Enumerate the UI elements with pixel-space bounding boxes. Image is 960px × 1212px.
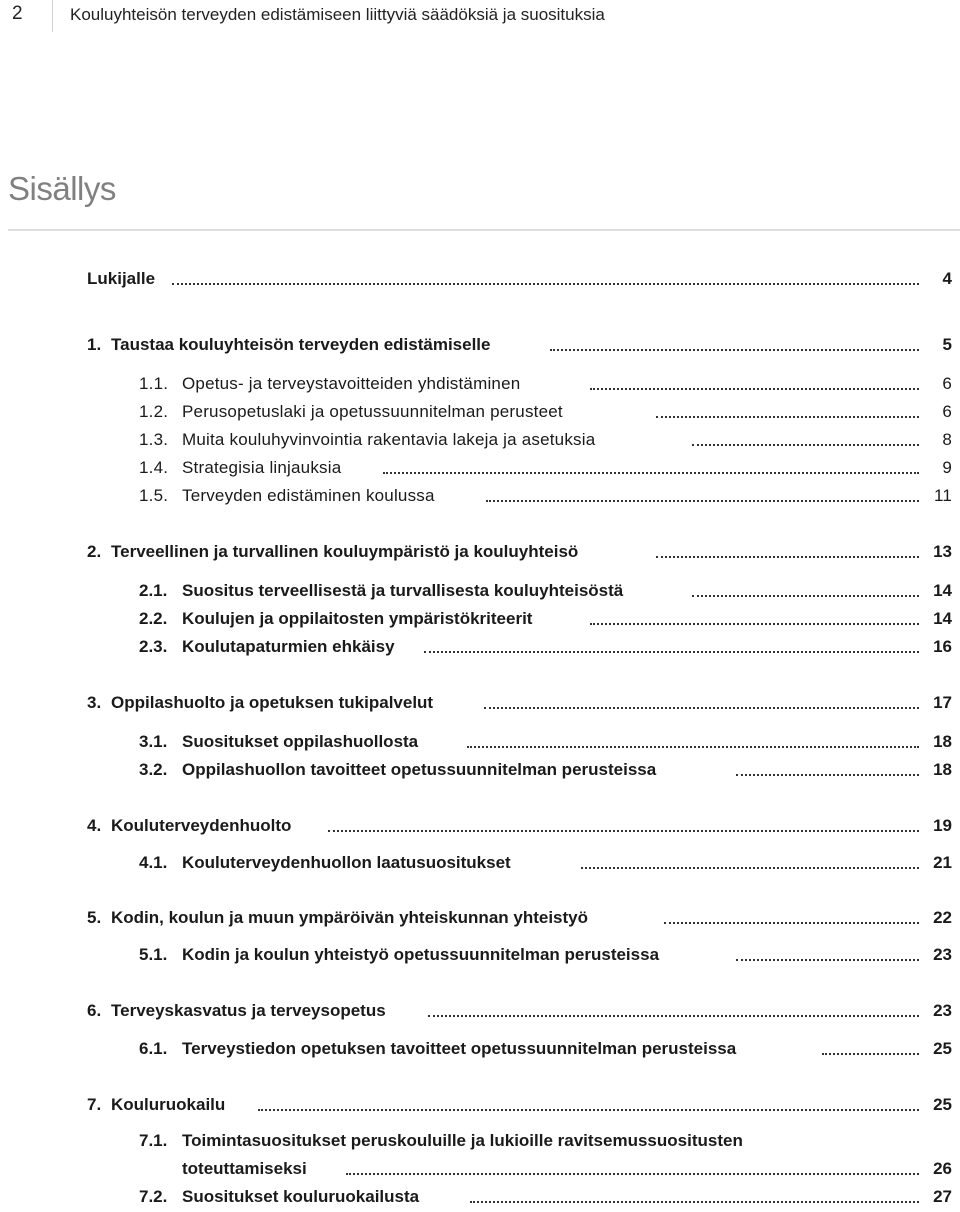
dot-leader	[470, 1201, 919, 1203]
toc-entry-number: 3.1.	[139, 732, 168, 751]
toc-entry-1[interactable]	[0, 334, 960, 360]
toc-entry-number: 1.5.	[139, 486, 169, 505]
toc-entry-number: 1.1.	[139, 374, 169, 393]
dot-leader	[424, 651, 919, 653]
toc-entry-1-3[interactable]	[0, 429, 960, 455]
toc-entry-number: 7.2.	[139, 1187, 168, 1206]
toc-entry-1-2[interactable]	[0, 401, 960, 427]
toc-entry-number: 4.1.	[139, 853, 168, 872]
dot-leader	[383, 472, 919, 474]
toc-entry-1-4[interactable]	[0, 457, 960, 483]
toc-entry-page: 17	[933, 693, 952, 712]
toc-entry-4[interactable]	[0, 815, 960, 841]
toc-entry-page: 23	[933, 945, 952, 964]
toc-entry-2-1[interactable]	[0, 580, 960, 606]
toc-entry-page: 14	[933, 581, 952, 600]
toc-entry-number: 2.2.	[139, 609, 168, 628]
toc-entry-page: 18	[933, 732, 952, 751]
toc-entry-number: 6.1.	[139, 1039, 168, 1058]
dot-leader	[467, 746, 919, 748]
toc-entry-page: 6	[942, 374, 952, 393]
dot-leader	[692, 444, 919, 446]
toc-entry-2[interactable]	[0, 541, 960, 567]
toc-entry-text: Taustaa kouluyhteisön terveyden edistämiselle	[111, 335, 491, 354]
toc-entry-page: 27	[933, 1187, 952, 1206]
toc-entry-text: Kodin ja koulun yhteistyö opetussuunnitelman perusteissa	[182, 945, 660, 964]
toc-entry-number: 1.2.	[139, 402, 169, 421]
toc-entry-page: 9	[942, 458, 952, 477]
dot-leader	[590, 623, 919, 625]
toc-entry-number: 2.3.	[139, 637, 168, 656]
toc-entry-page: 25	[933, 1039, 952, 1058]
toc-entry-7-2[interactable]	[0, 1186, 960, 1212]
toc-entry-number: 7.1.	[139, 1131, 168, 1150]
dot-leader	[590, 388, 919, 390]
toc-entry-page: 22	[933, 908, 952, 927]
dot-leader	[328, 830, 919, 832]
toc-entry-text: Oppilashuolto ja opetuksen tukipalvelut	[111, 693, 434, 712]
toc-entry-page: 8	[942, 430, 952, 449]
page-number: 2	[12, 3, 23, 24]
toc-entry-text: Strategisia linjauksia	[182, 458, 342, 477]
dot-leader	[656, 556, 919, 558]
toc-entry-text: Terveystiedon opetuksen tavoitteet opetussuunnitelman perusteissa	[182, 1039, 737, 1058]
toc-entry-number: 2.	[87, 542, 102, 561]
toc-entry-4-1[interactable]	[0, 852, 960, 878]
toc-entry-page: 13	[933, 542, 952, 561]
toc-entry-number: 5.	[87, 908, 102, 927]
toc-entry-text: Suositus terveellisestä ja turvallisesta kouluyhteisöstä	[182, 581, 624, 600]
toc-entry-2-3[interactable]	[0, 636, 960, 662]
toc-entry-number: 5.1.	[139, 945, 168, 964]
toc-entry-number: 4.	[87, 816, 102, 835]
dot-leader	[664, 922, 919, 924]
dot-leader	[484, 707, 919, 709]
toc-entry-page: 26	[933, 1159, 952, 1178]
toc-entry-3-2[interactable]	[0, 759, 960, 785]
toc-entry-2-2[interactable]	[0, 608, 960, 634]
toc-entry-text: Lukijalle	[87, 269, 156, 288]
dot-leader	[581, 867, 919, 869]
toc-entry-number: 1.3.	[139, 430, 169, 449]
toc-entry-page: 4	[942, 269, 952, 288]
toc-entry-page: 16	[933, 637, 952, 656]
toc-entry-text: Opetus- ja terveystavoitteiden yhdistäminen	[182, 374, 521, 393]
toc-entry-6-1[interactable]	[0, 1038, 960, 1064]
toc-entry-number: 3.	[87, 693, 102, 712]
toc-entry-text: Oppilashuollon tavoitteet opetussuunnitelman perusteissa	[182, 760, 657, 779]
dot-leader	[822, 1053, 919, 1055]
toc-entry-number: 1.	[87, 335, 102, 354]
toc-entry-text: Koulutapaturmien ehkäisy	[182, 637, 395, 656]
toc-entry-7-1[interactable]	[0, 1130, 960, 1156]
dot-leader	[486, 500, 919, 502]
dot-leader	[736, 774, 919, 776]
toc-entry-text: Kouluterveydenhuolto	[111, 816, 292, 835]
toc-entry-text: Terveyden edistäminen koulussa	[182, 486, 435, 505]
dot-leader	[346, 1173, 919, 1175]
toc-entry-7[interactable]	[0, 1094, 960, 1120]
toc-entry-1-5[interactable]	[0, 485, 960, 511]
toc-entry-text: Kodin, koulun ja muun ympäröivän yhteiskunnan yhteistyö	[111, 908, 589, 927]
running-title: Kouluyhteisön terveyden edistämiseen liittyviä säädöksiä ja suosituksia	[70, 5, 605, 24]
toc-entry-text: Koulujen ja oppilaitosten ympäristökriteerit	[182, 609, 533, 628]
dot-leader	[428, 1015, 919, 1017]
toc-title: Sisällys	[8, 170, 116, 207]
toc-entry-number: 3.2.	[139, 760, 168, 779]
toc-entry-text: Kouluruokailu	[111, 1095, 226, 1114]
dot-leader	[258, 1109, 919, 1111]
toc-entry-page: 5	[942, 335, 952, 354]
toc-entry-text: Toimintasuositukset peruskouluille ja lukioille ravitsemussuositusten	[182, 1131, 743, 1150]
toc-entry-text: Muita kouluhyvinvointia rakentavia lakeja ja asetuksia	[182, 430, 596, 449]
toc-entry-page: 18	[933, 760, 952, 779]
dot-leader	[736, 959, 919, 961]
toc-entry-3-1[interactable]	[0, 731, 960, 757]
dot-leader	[550, 349, 919, 351]
toc-entry-5[interactable]	[0, 907, 960, 933]
toc-entry-3[interactable]	[0, 692, 960, 718]
toc-entry-page: 6	[942, 402, 952, 421]
dot-leader	[656, 416, 919, 418]
toc-entry-text: Suositukset oppilashuollosta	[182, 732, 419, 751]
toc-entry-text: Terveyskasvatus ja terveysopetus	[111, 1001, 386, 1020]
toc-entry-text-continuation: toteuttamiseksi	[182, 1159, 307, 1178]
toc-entry-page: 11	[933, 486, 952, 505]
toc-entry-number: 2.1.	[139, 581, 168, 600]
dot-leader	[172, 283, 919, 285]
toc-entry-text: Perusopetuslaki ja opetussuunnitelman perusteet	[182, 402, 563, 421]
toc-entry-page: 25	[933, 1095, 952, 1114]
toc-entry-page: 21	[933, 853, 952, 872]
toc-entry-page: 23	[933, 1001, 952, 1020]
toc-entry-text: Kouluterveydenhuollon laatusuositukset	[182, 853, 511, 872]
dot-leader	[692, 595, 919, 597]
toc-entry-lukijalle[interactable]	[0, 268, 960, 294]
toc-entry-page: 14	[933, 609, 952, 628]
toc-entry-5-1[interactable]	[0, 944, 960, 970]
toc-entry-text: Suositukset kouluruokailusta	[182, 1187, 420, 1206]
toc-entry-1-1[interactable]	[0, 373, 960, 399]
toc-entry-number: 6.	[87, 1001, 102, 1020]
toc-entry-7-1-continuation[interactable]	[0, 1158, 960, 1184]
toc-entry-page: 19	[933, 816, 952, 835]
toc-entry-6[interactable]	[0, 1000, 960, 1026]
toc-entry-number: 7.	[87, 1095, 102, 1114]
toc-entry-number: 1.4.	[139, 458, 169, 477]
toc-entry-text: Terveellinen ja turvallinen kouluympäristö ja kouluyhteisö	[111, 542, 579, 561]
